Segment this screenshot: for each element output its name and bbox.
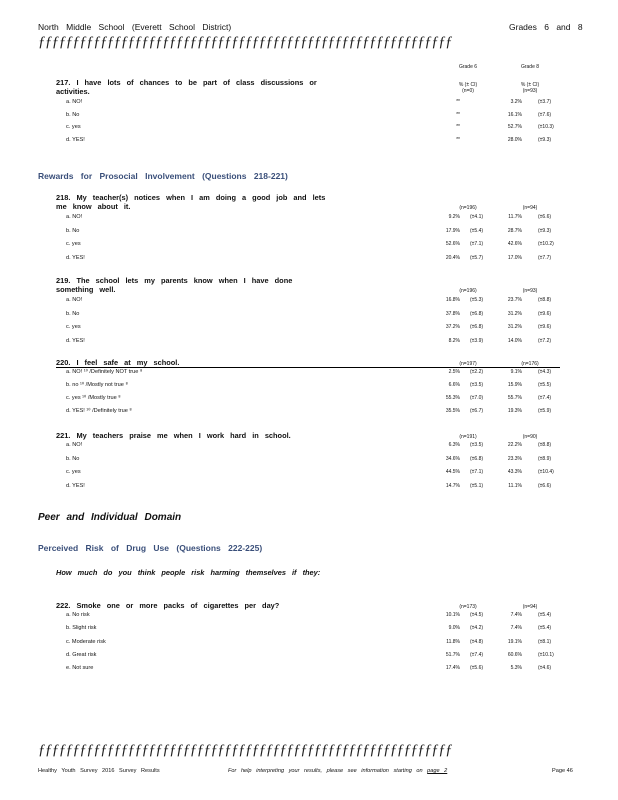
q220-grade6-ci: (±2.2): [470, 369, 484, 375]
q220-grade6-ci: (±3.5): [470, 382, 484, 388]
q217-grade6-value: **: [456, 111, 460, 118]
grade6-pct-header: % (± CI): [458, 82, 478, 88]
q219-grade6-value: 16.8%: [445, 297, 460, 303]
q218-option: b. No: [66, 227, 80, 234]
q219-grade6-value: 8.2%: [448, 338, 460, 345]
q217-grade6-value: **: [456, 124, 460, 130]
q217-grade8-ci: (±10.3): [538, 124, 554, 130]
q222-n6: (n=173): [459, 604, 477, 610]
q221-grade8-value: 23.3%: [507, 455, 522, 462]
q218-option: d. YES!: [66, 255, 85, 262]
q222-grade6-ci: (±4.5): [470, 612, 484, 618]
q221-grade8-value: 11.1%: [508, 482, 522, 489]
q219-grade8-ci: (±7.2): [538, 338, 552, 345]
q220-option: d. YES! ¹⁰ /Definitely true ⁸: [66, 408, 132, 414]
q221-grade6-ci: (±6.8): [470, 455, 484, 462]
section-risk-title: Perceived Risk of Drug Use (Questions 222-225): [38, 543, 263, 553]
q222-n8: (n=94): [522, 604, 538, 610]
grade6-n: (n=0): [462, 88, 474, 94]
q219-grade8-value: 31.2%: [507, 324, 522, 331]
q219-grade8-value: 23.7%: [507, 297, 522, 303]
q220-grade6-ci: (±6.7): [470, 408, 484, 414]
q221-grade6-value: 44.5%: [445, 469, 460, 475]
q220-grade8-ci: (±7.4): [538, 395, 552, 401]
q218-grade6-value: 9.2%: [448, 214, 460, 220]
q221-option: c. yes: [66, 469, 81, 475]
footer-help: For help interpreting your results, please see information starting on: [228, 768, 423, 774]
q218-n8: (n=94): [522, 205, 538, 211]
q218-grade6-ci: (±5.7): [470, 255, 484, 262]
risk-intro: How much do you think people risk harming themselves if they:: [56, 568, 321, 577]
domain-title: Peer and Individual Domain: [38, 512, 182, 523]
q221-grade6-value: 6.3%: [448, 442, 460, 448]
q218-grade8-ci: (±7.7): [538, 255, 552, 262]
q217-option: a. NO!: [66, 99, 83, 105]
q218-grade8-value: 28.7%: [507, 227, 522, 234]
q220-grade6-ci: (±7.0): [470, 395, 484, 401]
q217-grade6-value: **: [456, 136, 460, 143]
q222-grade8-value: 7.4%: [510, 625, 522, 632]
q219-n8: (n=93): [522, 288, 538, 294]
q222-grade6-value: 9.0%: [448, 625, 460, 632]
question-221: 221. My teachers praise me when I work hard in school.: [56, 431, 291, 440]
q222-option: d. Great risk: [66, 651, 97, 658]
q218-grade8-value: 17.0%: [507, 255, 522, 262]
q217-grade8-ci: (±7.6): [538, 111, 552, 118]
q221-option: a. NO!: [66, 442, 83, 448]
q221-grade8-ci: (±8.9): [538, 455, 552, 462]
q221-grade6-ci: (±3.5): [470, 442, 484, 448]
q221-grade8-value: 22.2%: [507, 442, 522, 448]
grade8-header: Grade 8: [520, 64, 540, 70]
q220-option: c. yes ¹⁰ /Mostly true ⁸: [66, 395, 121, 401]
q219-n6: (n=196): [459, 288, 477, 294]
question-222: 222. Smoke one or more packs of cigarettes per day?: [56, 601, 280, 610]
q221-grade8-ci: (±8.8): [538, 442, 552, 448]
q221-grade6-ci: (±7.1): [470, 469, 484, 475]
q218-grade6-ci: (±5.4): [470, 227, 484, 234]
q220-grade8-ci: (±5.9): [538, 408, 552, 414]
q222-grade6-ci: (±5.6): [470, 665, 484, 672]
q219-grade6-ci: (±6.8): [470, 324, 484, 331]
q221-grade6-value: 34.6%: [445, 455, 460, 462]
q222-grade6-ci: (±4.2): [470, 625, 484, 632]
footer-page-number: Page 46: [552, 768, 573, 774]
q220-option: a. NO! ¹⁰ /Definitely NOT true ⁸: [66, 369, 143, 375]
q218-grade8-value: 42.6%: [507, 241, 522, 248]
q218-grade8-ci: (±6.6): [538, 214, 552, 220]
q219-grade6-value: 37.2%: [445, 324, 460, 331]
q220-grade8-ci: (±4.3): [538, 369, 552, 375]
q220-n8: (n=176): [521, 361, 539, 367]
q217-grade8-ci: (±9.3): [538, 136, 552, 143]
q221-option: d. YES!: [66, 482, 85, 489]
question-217: 217. I have lots of chances to be part of class discussions or activities.: [56, 78, 317, 96]
q218-grade6-value: 52.6%: [445, 241, 460, 248]
q222-grade8-value: 19.1%: [507, 638, 522, 645]
q222-option: b. Slight risk: [66, 625, 97, 632]
q221-grade8-ci: (±6.6): [538, 482, 552, 489]
q222-option: c. Moderate risk: [66, 638, 106, 645]
grade6-header: Grade 6: [458, 64, 478, 70]
q219-grade6-ci: (±3.9): [470, 338, 484, 345]
q221-grade6-value: 14.7%: [445, 482, 460, 489]
q220-option: b. no ¹⁰ /Mostly not true ⁸: [66, 382, 128, 388]
q219-grade8-ci: (±9.6): [538, 324, 552, 331]
q222-grade6-value: 10.1%: [445, 612, 460, 618]
q220-grade6-value: 2.5%: [448, 369, 460, 375]
grade8-pct-header: % (± CI): [520, 82, 540, 88]
q217-option: c. yes: [66, 124, 81, 130]
q217-grade6-value: **: [456, 99, 460, 105]
q218-grade6-value: 20.4%: [445, 255, 460, 262]
q222-grade6-ci: (±7.4): [470, 651, 484, 658]
q219-grade8-value: 31.2%: [507, 310, 522, 317]
q218-option: a. NO!: [66, 214, 83, 220]
q221-option: b. No: [66, 455, 80, 462]
footer-rule: ƒƒƒƒƒƒƒƒƒƒƒƒƒƒƒƒƒƒƒƒƒƒƒƒƒƒƒƒƒƒƒƒƒƒƒƒƒƒƒƒƒƒƒƒƒƒƒƒƒƒƒƒƒƒƒƒƒƒƒƒ: [38, 742, 453, 758]
q217-grade8-value: 52.7%: [507, 124, 522, 130]
q218-grade8-value: 11.7%: [508, 214, 522, 220]
q222-grade8-value: 7.4%: [510, 612, 522, 618]
q219-grade6-ci: (±6.8): [470, 310, 484, 317]
q217-grade8-value: 3.2%: [510, 99, 522, 105]
q222-grade8-ci: (±10.1): [538, 651, 554, 658]
question-218: 218. My teacher(s) notices when I am doing a good job and lets me know about it.: [56, 193, 326, 211]
q222-grade6-value: 51.7%: [445, 651, 460, 658]
q220-rule: [56, 367, 560, 368]
q217-option: b. No: [66, 111, 80, 118]
q218-grade8-ci: (±10.2): [538, 241, 554, 248]
header-rule: ƒƒƒƒƒƒƒƒƒƒƒƒƒƒƒƒƒƒƒƒƒƒƒƒƒƒƒƒƒƒƒƒƒƒƒƒƒƒƒƒƒƒƒƒƒƒƒƒƒƒƒƒƒƒƒƒƒƒƒƒ: [38, 34, 453, 50]
q218-grade6-ci: (±4.1): [470, 214, 484, 220]
q219-option: c. yes: [66, 324, 81, 331]
q220-n6: (n=197): [459, 361, 477, 367]
q219-option: b. No: [66, 310, 80, 317]
q219-grade6-value: 37.8%: [445, 310, 460, 317]
q219-option: d. YES!: [66, 338, 85, 345]
q222-grade8-value: 60.6%: [507, 651, 522, 658]
footer-page-link[interactable]: page 2: [427, 768, 448, 774]
question-220: 220. I feel safe at my school.: [56, 358, 180, 367]
q221-n8: (n=90): [522, 434, 538, 440]
q218-grade8-ci: (±9.3): [538, 227, 552, 234]
q222-grade8-ci: (±5.4): [538, 612, 552, 618]
q222-grade6-value: 11.8%: [446, 638, 460, 645]
q217-option: d. YES!: [66, 136, 85, 143]
section-rewards-title: Rewards for Prosocial Involvement (Questions 218-221): [38, 171, 288, 181]
q222-option: a. No risk: [66, 612, 90, 618]
q222-grade8-ci: (±5.4): [538, 625, 552, 632]
q221-grade6-ci: (±5.1): [470, 482, 484, 489]
report-school-title: North Middle School (Everett School District): [38, 22, 232, 32]
q218-grade6-value: 17.9%: [445, 227, 460, 234]
footer-survey-title: Healthy Youth Survey 2016 Survey Results: [38, 768, 160, 774]
q217-grade8-value: 28.0%: [507, 136, 522, 143]
q220-grade6-value: 6.6%: [448, 382, 460, 388]
grade8-n: (n=93): [522, 88, 538, 94]
q217-grade8-ci: (±3.7): [538, 99, 552, 105]
q222-grade8-ci: (±8.1): [538, 638, 552, 645]
q222-option: e. Not sure: [66, 665, 94, 672]
q219-grade6-ci: (±5.3): [470, 297, 484, 303]
q219-grade8-ci: (±9.6): [538, 310, 552, 317]
q220-grade8-value: 15.9%: [507, 382, 522, 388]
q218-option: c. yes: [66, 241, 81, 248]
q217-grade8-value: 16.1%: [507, 111, 522, 118]
q220-grade6-value: 35.5%: [445, 408, 460, 414]
q218-n6: (n=196): [459, 205, 477, 211]
q219-grade8-value: 14.0%: [507, 338, 522, 345]
q219-grade8-ci: (±8.8): [538, 297, 552, 303]
question-219: 219. The school lets my parents know when I have done something well.: [56, 276, 293, 294]
q220-grade8-value: 9.1%: [510, 369, 522, 375]
q220-grade8-ci: (±5.5): [538, 382, 552, 388]
q221-grade8-value: 43.3%: [507, 469, 522, 475]
q220-grade8-value: 55.7%: [507, 395, 522, 401]
q220-grade8-value: 19.3%: [507, 408, 522, 414]
report-grades: Grades 6 and 8: [509, 22, 583, 32]
q222-grade6-value: 17.4%: [445, 665, 460, 672]
q219-option: a. NO!: [66, 297, 83, 303]
q221-grade8-ci: (±10.4): [538, 469, 554, 475]
q222-grade6-ci: (±4.8): [470, 638, 484, 645]
footer-help-text: [228, 768, 447, 774]
q222-grade8-value: 5.3%: [510, 665, 522, 672]
q222-grade8-ci: (±4.6): [538, 665, 552, 672]
q218-grade6-ci: (±7.1): [470, 241, 484, 248]
q220-grade6-value: 55.3%: [445, 395, 460, 401]
q221-n6: (n=191): [459, 434, 477, 440]
